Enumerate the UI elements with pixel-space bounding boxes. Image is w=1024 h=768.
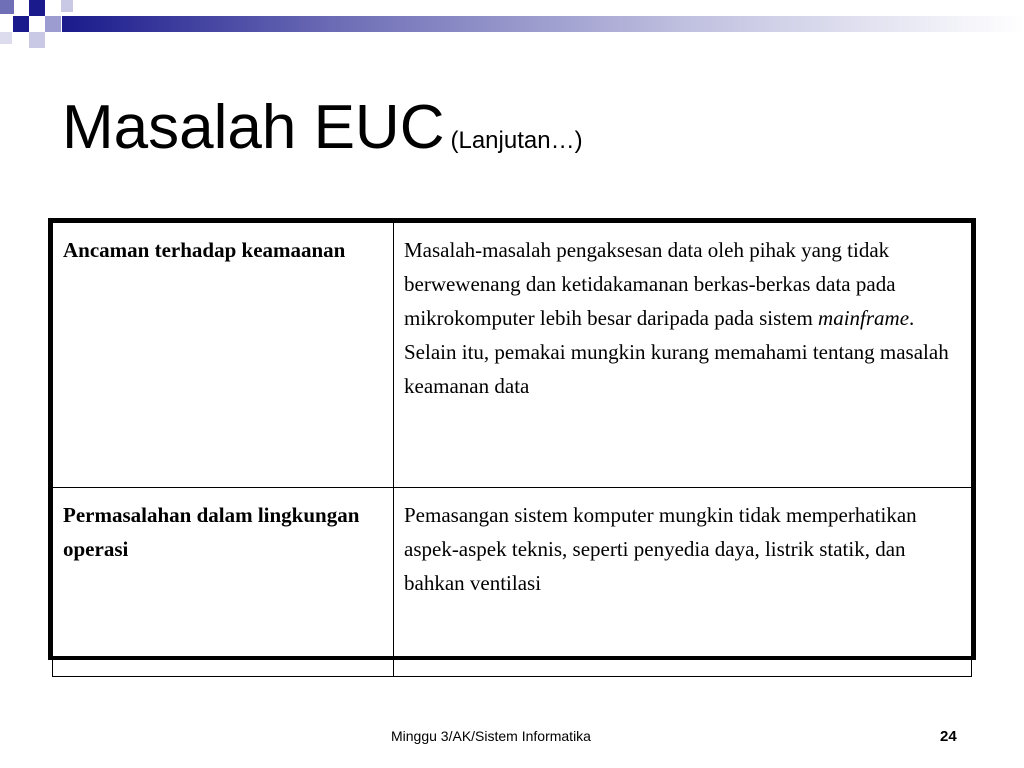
table-cell-description: Pemasangan sistem komputer mungkin tidak memperhatikan aspek-aspek teknis, seperti penyedia daya, listrik statik, dan bahkan ventilasi [394, 488, 972, 677]
slide-title-sub: (Lanjutan…) [450, 127, 583, 154]
slide-title [62, 92, 583, 163]
decor-square [29, 0, 45, 16]
decor-square [13, 16, 29, 32]
decor-square [0, 0, 14, 14]
description-text-end: . Selain itu, pemakai mungkin kurang memahami tentang masalah keamanan data [404, 306, 949, 398]
footer-text: Minggu 3/AK/Sistem Informatika [391, 728, 591, 744]
decor-square [29, 32, 45, 48]
table-cell-label: Permasalahan dalam lingkungan operasi [53, 488, 394, 677]
description-italic: mainframe [818, 306, 910, 330]
decor-square [45, 0, 61, 16]
content-table [52, 222, 972, 677]
decor-square [45, 16, 61, 32]
header-gradient-bar [62, 16, 1024, 32]
page-number: 24 [940, 728, 957, 745]
table-row [53, 223, 972, 488]
description-text: Masalah-masalah pengaksesan data oleh pihak yang tidak berwewenang dan ketidakamanan berkas-berkas data pada mikrokomputer lebih besar daripada pada sistem [404, 238, 896, 330]
table-cell-description [394, 223, 972, 488]
decor-square [61, 0, 73, 12]
slide-title-main: Masalah EUC [62, 93, 445, 162]
content-table-frame [48, 218, 976, 660]
table-cell-label: Ancaman terhadap keamaanan [53, 223, 394, 488]
decor-square [0, 32, 12, 44]
table-row [53, 488, 972, 677]
